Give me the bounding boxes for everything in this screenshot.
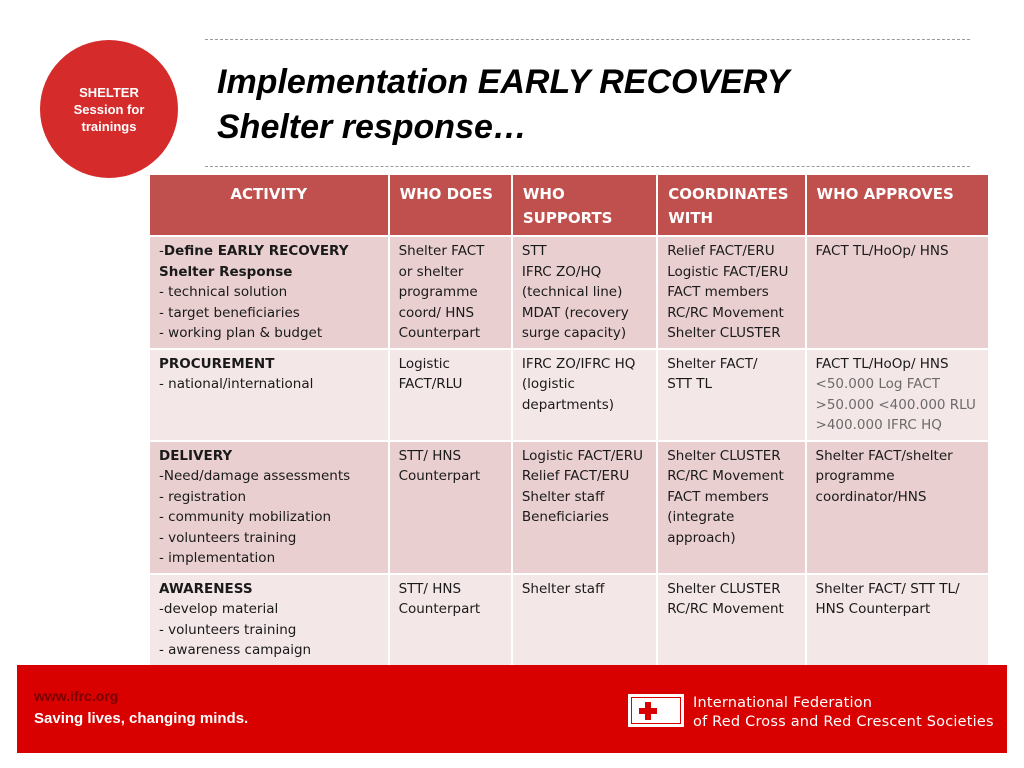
red-cross-crescent-icon (628, 694, 684, 727)
cell-who-approves: Shelter FACT/ STT TL/ HNS Counterpart (807, 575, 988, 665)
responsibility-table (148, 173, 990, 667)
header-who-approves: WHO APPROVES (807, 175, 988, 235)
cell-activity: DELIVERY -Need/damage assessments - registration - community mobilization - volunteers training - implementation (150, 442, 388, 573)
cell-coordinates-with: Shelter CLUSTER RC/RC Movement (658, 575, 804, 665)
top-divider (205, 39, 970, 40)
bottom-divider (205, 166, 970, 167)
table-row (150, 350, 988, 440)
cell-who-approves: Shelter FACT/shelter programme coordinator/HNS (807, 442, 988, 573)
table-row (150, 442, 988, 573)
threshold-line: <50.000 Log FACT (815, 376, 940, 392)
cell-who-approves: FACT TL/HoOp/ HNS <50.000 Log FACT >50.000 <400.000 RLU >400.000 IFRC HQ (807, 350, 988, 440)
header-coordinates-with: COORDINATES WITH (658, 175, 804, 235)
title-line-1: Implementation EARLY RECOVERY (217, 63, 790, 101)
badge-line: trainings (81, 118, 137, 134)
cell-who-supports: IFRC ZO/IFRC HQ (logistic departments) (513, 350, 656, 440)
org-line-2: of Red Cross and Red Crescent Societies (693, 714, 994, 730)
badge-line: Session for (73, 101, 145, 117)
page-title (217, 60, 977, 150)
cell-coordinates-with: Shelter FACT/ STT TL (658, 350, 804, 440)
cell-who-supports: STT IFRC ZO/HQ (technical line) MDAT (recovery surge capacity) (513, 237, 656, 348)
organization-name (693, 694, 994, 732)
cell-activity: AWARENESS -develop material - volunteers training - awareness campaign (150, 575, 388, 665)
threshold-line: >400.000 IFRC HQ (815, 417, 942, 433)
threshold-line: >50.000 <400.000 RLU (815, 396, 976, 413)
title-line-2: Shelter response… (217, 108, 527, 146)
cell-coordinates-with: Shelter CLUSTER RC/RC Movement FACT members (integrate approach) (658, 442, 804, 573)
cell-activity: -Define EARLY RECOVERY Shelter Response - technical solution - target beneficiaries - working plan & budget (150, 237, 388, 348)
cell-activity: PROCUREMENT - national/international (150, 350, 388, 440)
table-row (150, 237, 988, 348)
cell-who-supports: Shelter staff (513, 575, 656, 665)
footer-band (17, 665, 1007, 753)
cell-coordinates-with: Relief FACT/ERU Logistic FACT/ERU FACT members RC/RC Movement Shelter CLUSTER (658, 237, 804, 348)
cell-who-does: STT/ HNS Counterpart (390, 442, 511, 573)
header-who-does: WHO DOES (390, 175, 511, 235)
cell-who-does: STT/ HNS Counterpart (390, 575, 511, 665)
slogan: Saving lives, changing minds. (34, 710, 249, 727)
cell-who-does: Shelter FACT or shelter programme coord/ HNS Counterpart (390, 237, 511, 348)
cell-who-approves: FACT TL/HoOp/ HNS (807, 237, 988, 348)
cell-who-does: Logistic FACT/RLU (390, 350, 511, 440)
header-activity: ACTIVITY (150, 175, 388, 235)
website-link[interactable]: www.ifrc.org (34, 688, 119, 704)
table-header-row (150, 175, 988, 235)
org-line-1: International Federation (693, 695, 873, 711)
session-badge (40, 40, 178, 178)
cell-who-supports: Logistic FACT/ERU Relief FACT/ERU Shelter staff Beneficiaries (513, 442, 656, 573)
badge-line: SHELTER (79, 84, 139, 100)
table-row (150, 575, 988, 665)
header-who-supports: WHO SUPPORTS (513, 175, 656, 235)
